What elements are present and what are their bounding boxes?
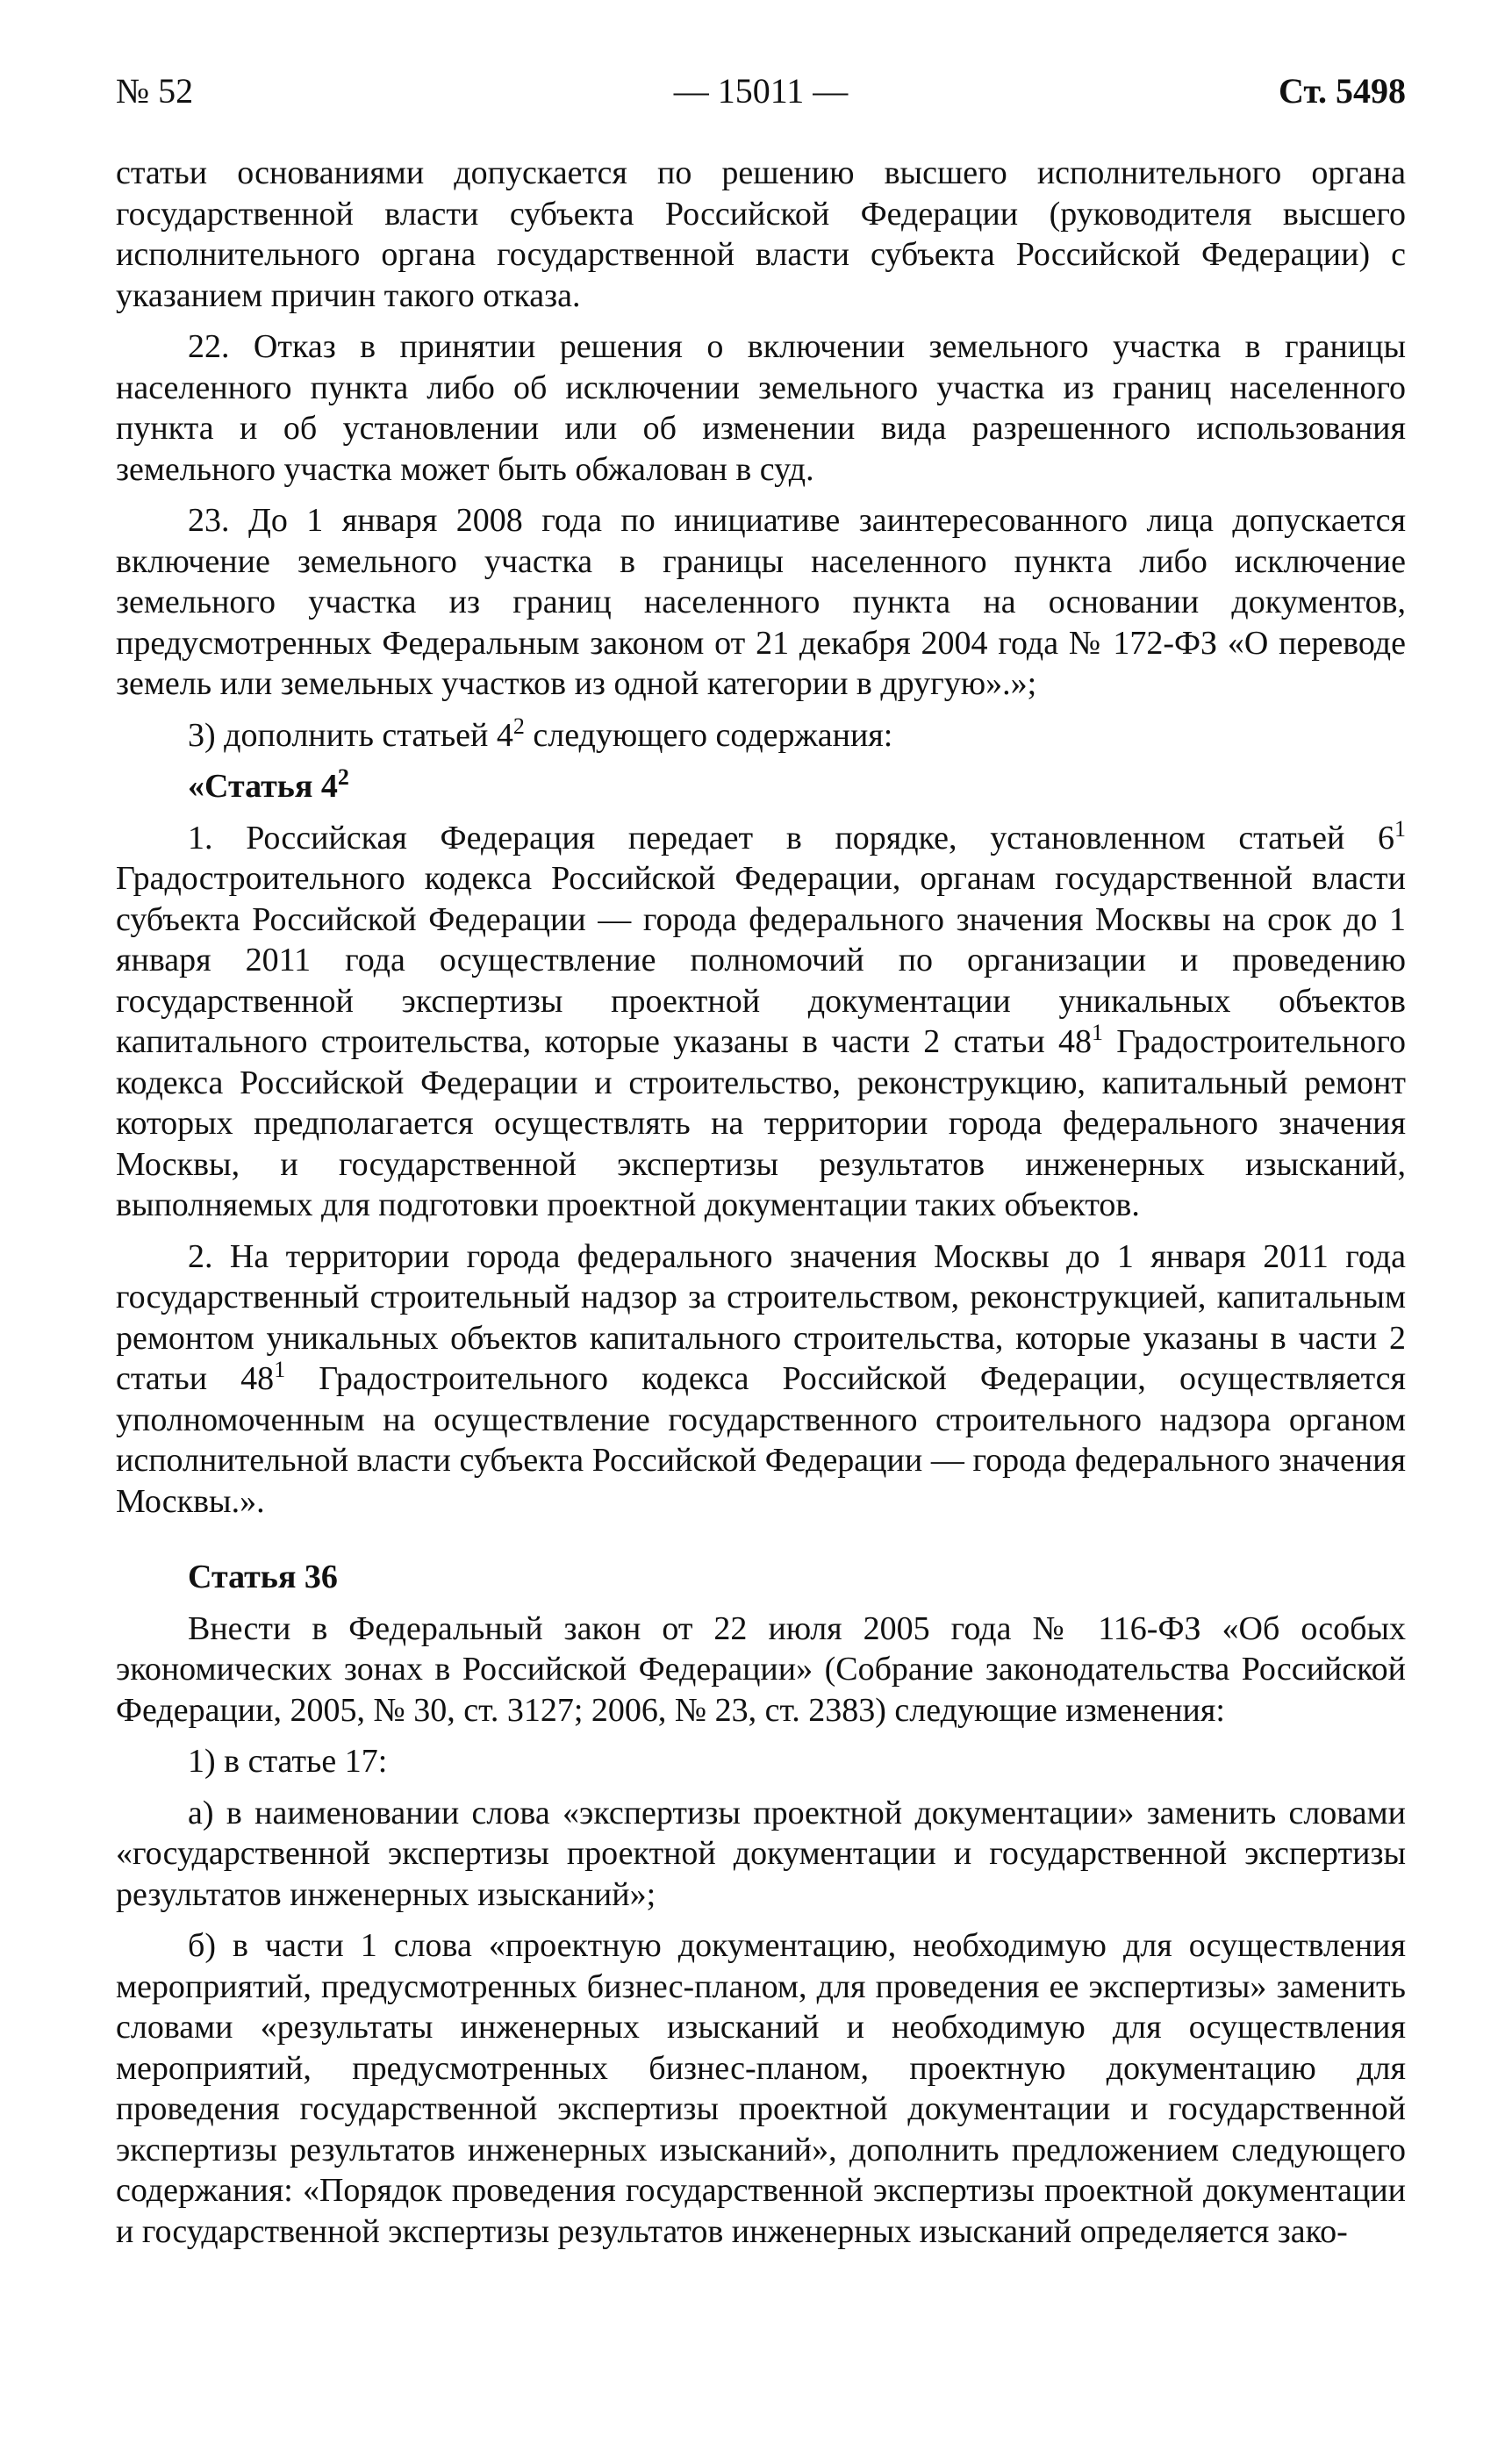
paragraph-22: 22. Отказ в принятии решения о включении земельного участка в границы населенного пункта либо об исключении земельного участка из границ населенного пункта и об установлении или об изменении вида разрешенного использования земельного участка может быть обжалован в суд. xyxy=(116,328,1406,488)
amendment-item-3: 3) дополнить статьей $4^2$ следующего содержания: xyxy=(188,713,893,754)
article-36-heading: Статья 36 xyxy=(188,1559,338,1595)
article-reference xyxy=(1279,71,1406,111)
article-reference-prefix: Ст. xyxy=(1279,71,1327,111)
page-header xyxy=(116,71,1406,126)
issue-number: № 52 xyxy=(116,71,194,111)
article-4-2-heading: «Статья $4^2$ xyxy=(188,764,349,805)
article-reference-number: 5498 xyxy=(1336,71,1406,111)
article-36-intro: Внести в Федеральный закон от 22 июля 2005 года № 116-ФЗ «Об особых экономических зонах в Российской Федерации» (Собрание законодательства Российской Федерации, 2005, № 30, ст. 3127; 2006, № 23, ст. 2383) следующие изменения: xyxy=(116,1609,1406,1729)
superscript: 1 xyxy=(1091,1020,1103,1045)
superscript: 1 xyxy=(1394,815,1406,842)
superscript: 1 xyxy=(274,1357,286,1382)
paragraph-continuation: статьи основаниями допускается по решению высшего исполнительного органа государственной власти субъекта Российской Федерации (руководителя высшего исполнительного органа государственной власти субъекта Российской Федерации) с указанием причин такого отказа. xyxy=(116,154,1406,314)
article-4-2-part-1: 1. Российская Федерация передает в порядке, установленном статьей $6^1$ Градостроительного кодекса Российской Федерации, органам государственной власти субъекта Российской Федерации — города федерального значения Москвы на срок до 1 января 2011 года осуществление полномочий по организации и проведению государственной экспертизы проектной документации уникальных объектов капитального строительства, которые указаны в части 2 статьи $48^1$ Градостроительного кодекса Российской Федерации и строительство, реконструкцию, капитальный ремонт которых предполагается осуществлять на территории города федерального значения Москвы, и государственной экспертизы результатов инженерных изысканий, выполняемых для подготовки проектной документации таких объектов. xyxy=(116,815,1406,1223)
amendment-item-1: 1) в статье 17: xyxy=(188,1743,388,1780)
amendment-subitem-a: а) в наименовании слова «экспертизы проектной документации» заменить словами «государственной экспертизы проектной документации и государственной экспертизы результатов инженерных изысканий»; xyxy=(116,1794,1406,1913)
superscript: 2 xyxy=(337,764,349,790)
page-number: — 15011 — xyxy=(673,71,849,111)
paragraph-23: 23. До 1 января 2008 года по инициативе заинтересованного лица допускается включение земельного участка в границы населенного пункта либо исключение земельного участка из границ населенного пункта на основании документов, предусмотренных Федеральным законом от 21 декабря 2004 года № 172-ФЗ «О переводе земель или земельных участков из одной категории в другую».»; xyxy=(116,502,1406,702)
amendment-subitem-b: б) в части 1 слова «проектную документацию, необходимую для осуществления мероприятий, предусмотренных бизнес-планом, для проведения ее экспертизы» заменить словами «результаты инженерных изысканий и необходимую для осуществления мероприятий, предусмотренных бизнес-планом, проектную документацию для проведения государственной экспертизы проектной документации и государственной экспертизы результатов инженерных изысканий», дополнить предложением следующего содержания: «Порядок проведения государственной экспертизы проектной документации и государственной экспертизы результатов инженерных изысканий определяется зако- xyxy=(116,1927,1406,2250)
document-page xyxy=(116,71,1406,2252)
article-4-2-part-2: 2. На территории города федерального значения Москвы до 1 января 2011 года государственный строительный надзор за строительством, реконструкцией, капитальным ремонтом уникальных объектов капитального строительства, которые указаны в части 2 статьи $48^1$ Градостроительного кодекса Российской Федерации, осуществляется уполномоченным на осуществление государственного строительного надзора органом исполнительной власти субъекта Российской Федерации — города федерального значения Москвы.». xyxy=(116,1237,1406,1520)
superscript: 2 xyxy=(512,713,525,739)
